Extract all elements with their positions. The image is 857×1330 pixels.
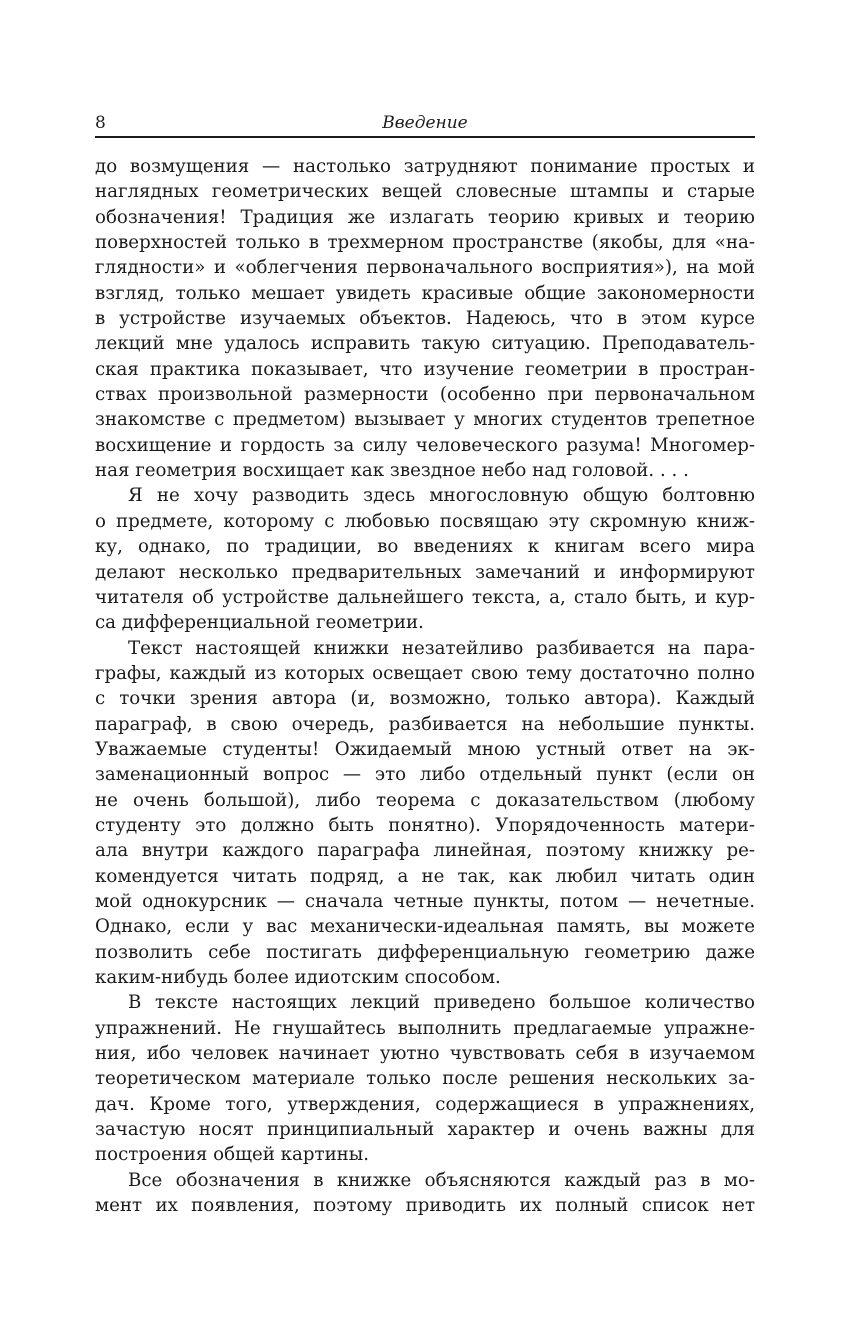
book-page — [95, 110, 755, 1218]
text-line: зачастую носят принципиальный характер и очень важны для — [95, 1119, 755, 1141]
text-line: са дифференциальной геометрии. — [95, 612, 424, 634]
text-line: до возмущения — настолько затрудняют понимание простых и — [95, 156, 755, 177]
text-line: дач. Кроме того, утверждения, содержащиеся в упражнениях, — [95, 1093, 755, 1115]
text-line: комендуется читать подряд, а не так, как любил читать один — [95, 865, 755, 887]
text-line: ку, однако, по традиции, во введениях к книгам всего мира — [95, 536, 755, 558]
text-line: ствах произвольной размерности (особенно при первоначальном — [95, 384, 755, 406]
text-line: В тексте настоящих лекций приведено большое количество — [128, 992, 755, 1014]
text-line: мой однокурсник — сначала четные пункты, потом — нечетные. — [95, 890, 755, 912]
text-line: взгляд, только мешает увидеть красивые общие закономерности — [95, 282, 755, 304]
text-line: Однако, если у вас механически-идеальная память, вы можете — [95, 916, 755, 938]
section-title: Введение — [382, 113, 468, 133]
text-line: глядности» и «облегчения первоначального восприятия»), на мой — [95, 257, 755, 279]
text-line: с точки зрения автора (и, возможно, только автора). Каждый — [95, 688, 755, 710]
text-line: знакомстве с предметом) вызывает у многих студентов трепетное — [95, 409, 755, 431]
text-line: упражнений. Не гнушайтесь выполнить предлагаемые упражне- — [95, 1017, 755, 1039]
text-line: параграф, в свою очередь, разбивается на небольшие пункты. — [95, 713, 755, 735]
text-line: ская практика показывает, что изучение геометрии в простран- — [95, 358, 755, 380]
text-line: восхищение и гордость за силу человеческого разума! Многомер- — [95, 434, 755, 456]
text-line: Уважаемые студенты! Ожидаемый мною устный ответ на эк- — [95, 738, 755, 760]
text-line: ала внутри каждого параграфа линейная, поэтому книжку ре- — [95, 840, 755, 862]
text-line: построения общей картины. — [95, 1144, 370, 1166]
text-line: Текст настоящей книжки незатейливо разбивается на пара- — [128, 637, 755, 659]
text-line: студенту это должно быть понятно). Упорядоченность матери- — [95, 814, 755, 836]
text-line: Я не хочу разводить здесь многословную общую болтовню — [128, 485, 755, 507]
text-line: Все обозначения в книжке объясняются каждый раз в мо- — [128, 1169, 755, 1191]
text-line: позволить себе постигать дифференциальную геометрию даже — [95, 941, 755, 963]
page-number: 8 — [95, 113, 106, 133]
text-line: лекций мне удалось исправить такую ситуацию. Преподаватель- — [95, 333, 755, 355]
text-line: мент их появления, поэтому приводить их полный список нет — [95, 1195, 755, 1217]
text-line: теоретическом материале только после решения нескольких за- — [95, 1068, 755, 1090]
text-line: заменационный вопрос — это либо отдельный пункт (если он — [95, 764, 755, 786]
text-line: в устройстве изучаемых объектов. Надеюсь, что в этом курсе — [95, 308, 755, 330]
text-line: ная геометрия восхищает как звездное небо над головой. . . . — [95, 460, 689, 482]
text-line: о предмете, которому с любовью посвящаю эту скромную книж- — [95, 510, 755, 532]
text-line: наглядных геометрических вещей словесные штампы и старые — [95, 181, 755, 203]
text-line: не очень большой), либо теорема с доказательством (любому — [95, 789, 755, 811]
text-line: каким-нибудь более идиотским способом. — [95, 967, 501, 988]
text-line: поверхностей только в трехмерном пространстве (якобы, для «на- — [95, 232, 755, 254]
body-text — [95, 154, 755, 1218]
text-line: читателя об устройстве дальнейшего текста, а, стало быть, и кур- — [95, 586, 755, 608]
running-head — [95, 110, 755, 138]
text-line: обозначения! Традиция же излагать теорию кривых и теорию — [95, 206, 755, 228]
text-line: графы, каждый из которых освещает свою тему достаточно полно — [95, 662, 755, 684]
text-line: делают несколько предварительных замечаний и информируют — [95, 561, 755, 583]
text-line: ния, ибо человек начинает уютно чувствовать себя в изучаемом — [95, 1043, 755, 1065]
